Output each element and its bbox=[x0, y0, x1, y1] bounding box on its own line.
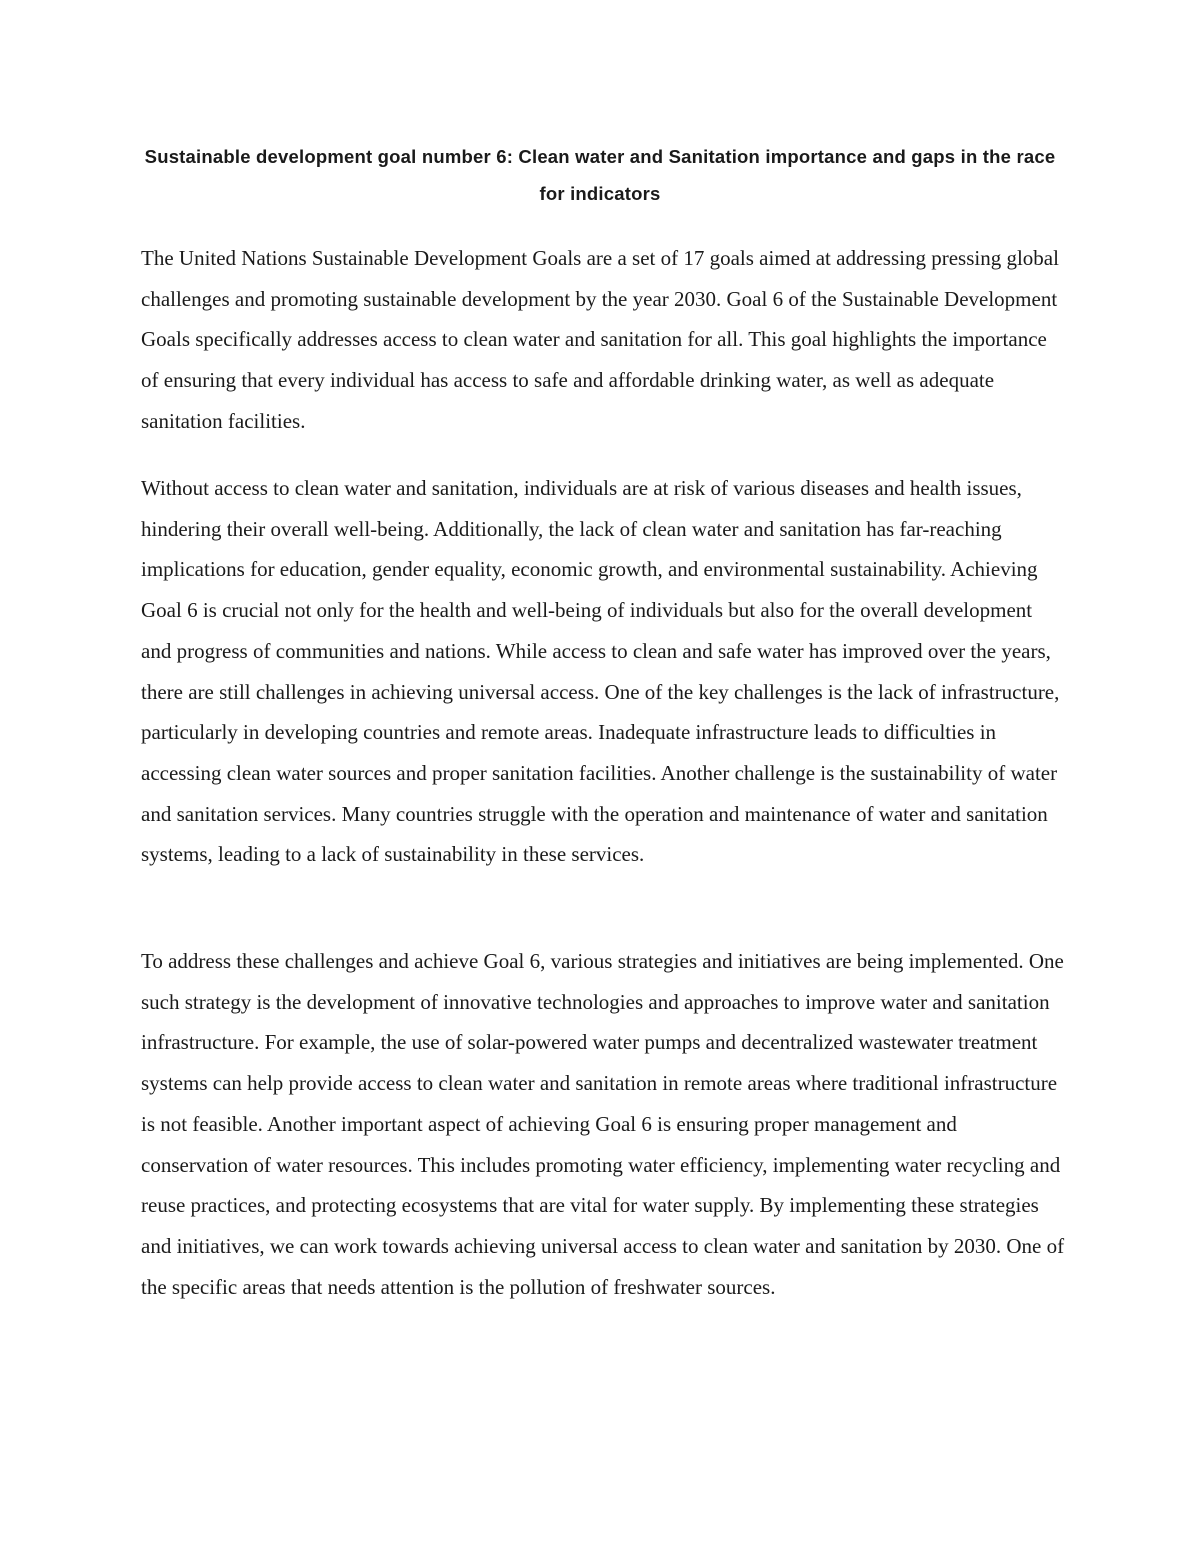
paragraph-strategies: To address these challenges and achieve Goal 6, various strategies and initiatives are being implemented. One such strategy is the development of innovative technologies and approaches to improve water and sanitation infrastructure. For example, the use of solar-powered water pumps and decentralized wastewater treatment systems can help provide access to clean water and sanitation in remote areas where traditional infrastructure is not feasible. Another important aspect of achieving Goal 6 is ensuring proper management and conservation of water resources. This includes promoting water efficiency, implementing water recycling and reuse practices, and protecting ecosystems that are vital for water supply. By implementing these strategies and initiatives, we can work towards achieving universal access to clean water and sanitation by 2030. One of the specific areas that needs attention is the pollution of freshwater sources. bbox=[141, 949, 1065, 1299]
paragraph-sdg-overview: The United Nations Sustainable Development Goals are a set of 17 goals aimed at addressing pressing global challenges and promoting sustainable development by the year 2030. Goal 6 of the Sustainable Development Goals specifically addresses access to clean water and sanitation for all. This goal highlights the importance of ensuring that every individual has access to safe and affordable drinking water, as well as adequate sanitation facilities. bbox=[141, 246, 1059, 433]
paragraph-challenges: Without access to clean water and sanitation, individuals are at risk of various diseases and health issues, hindering their overall well-being. Additionally, the lack of clean water and sanitation has far-reaching implications for education, gender equality, economic growth, and environmental sustainability. Achieving Goal 6 is crucial not only for the health and well-being of individuals but also for the overall development and progress of communities and nations. While access to clean and safe water has improved over the years, there are still challenges in achieving universal access. One of the key challenges is the lack of infrastructure, particularly in developing countries and remote areas. Inadequate infrastructure leads to difficulties in accessing clean water sources and proper sanitation facilities. Another challenge is the sustainability of water and sanitation services. Many countries struggle with the operation and maintenance of water and sanitation systems, leading to a lack of sustainability in these services. bbox=[141, 476, 1060, 867]
document-title: Sustainable development goal number 6: Clean water and Sanitation importance and gaps in the race for indicators bbox=[144, 146, 1056, 204]
